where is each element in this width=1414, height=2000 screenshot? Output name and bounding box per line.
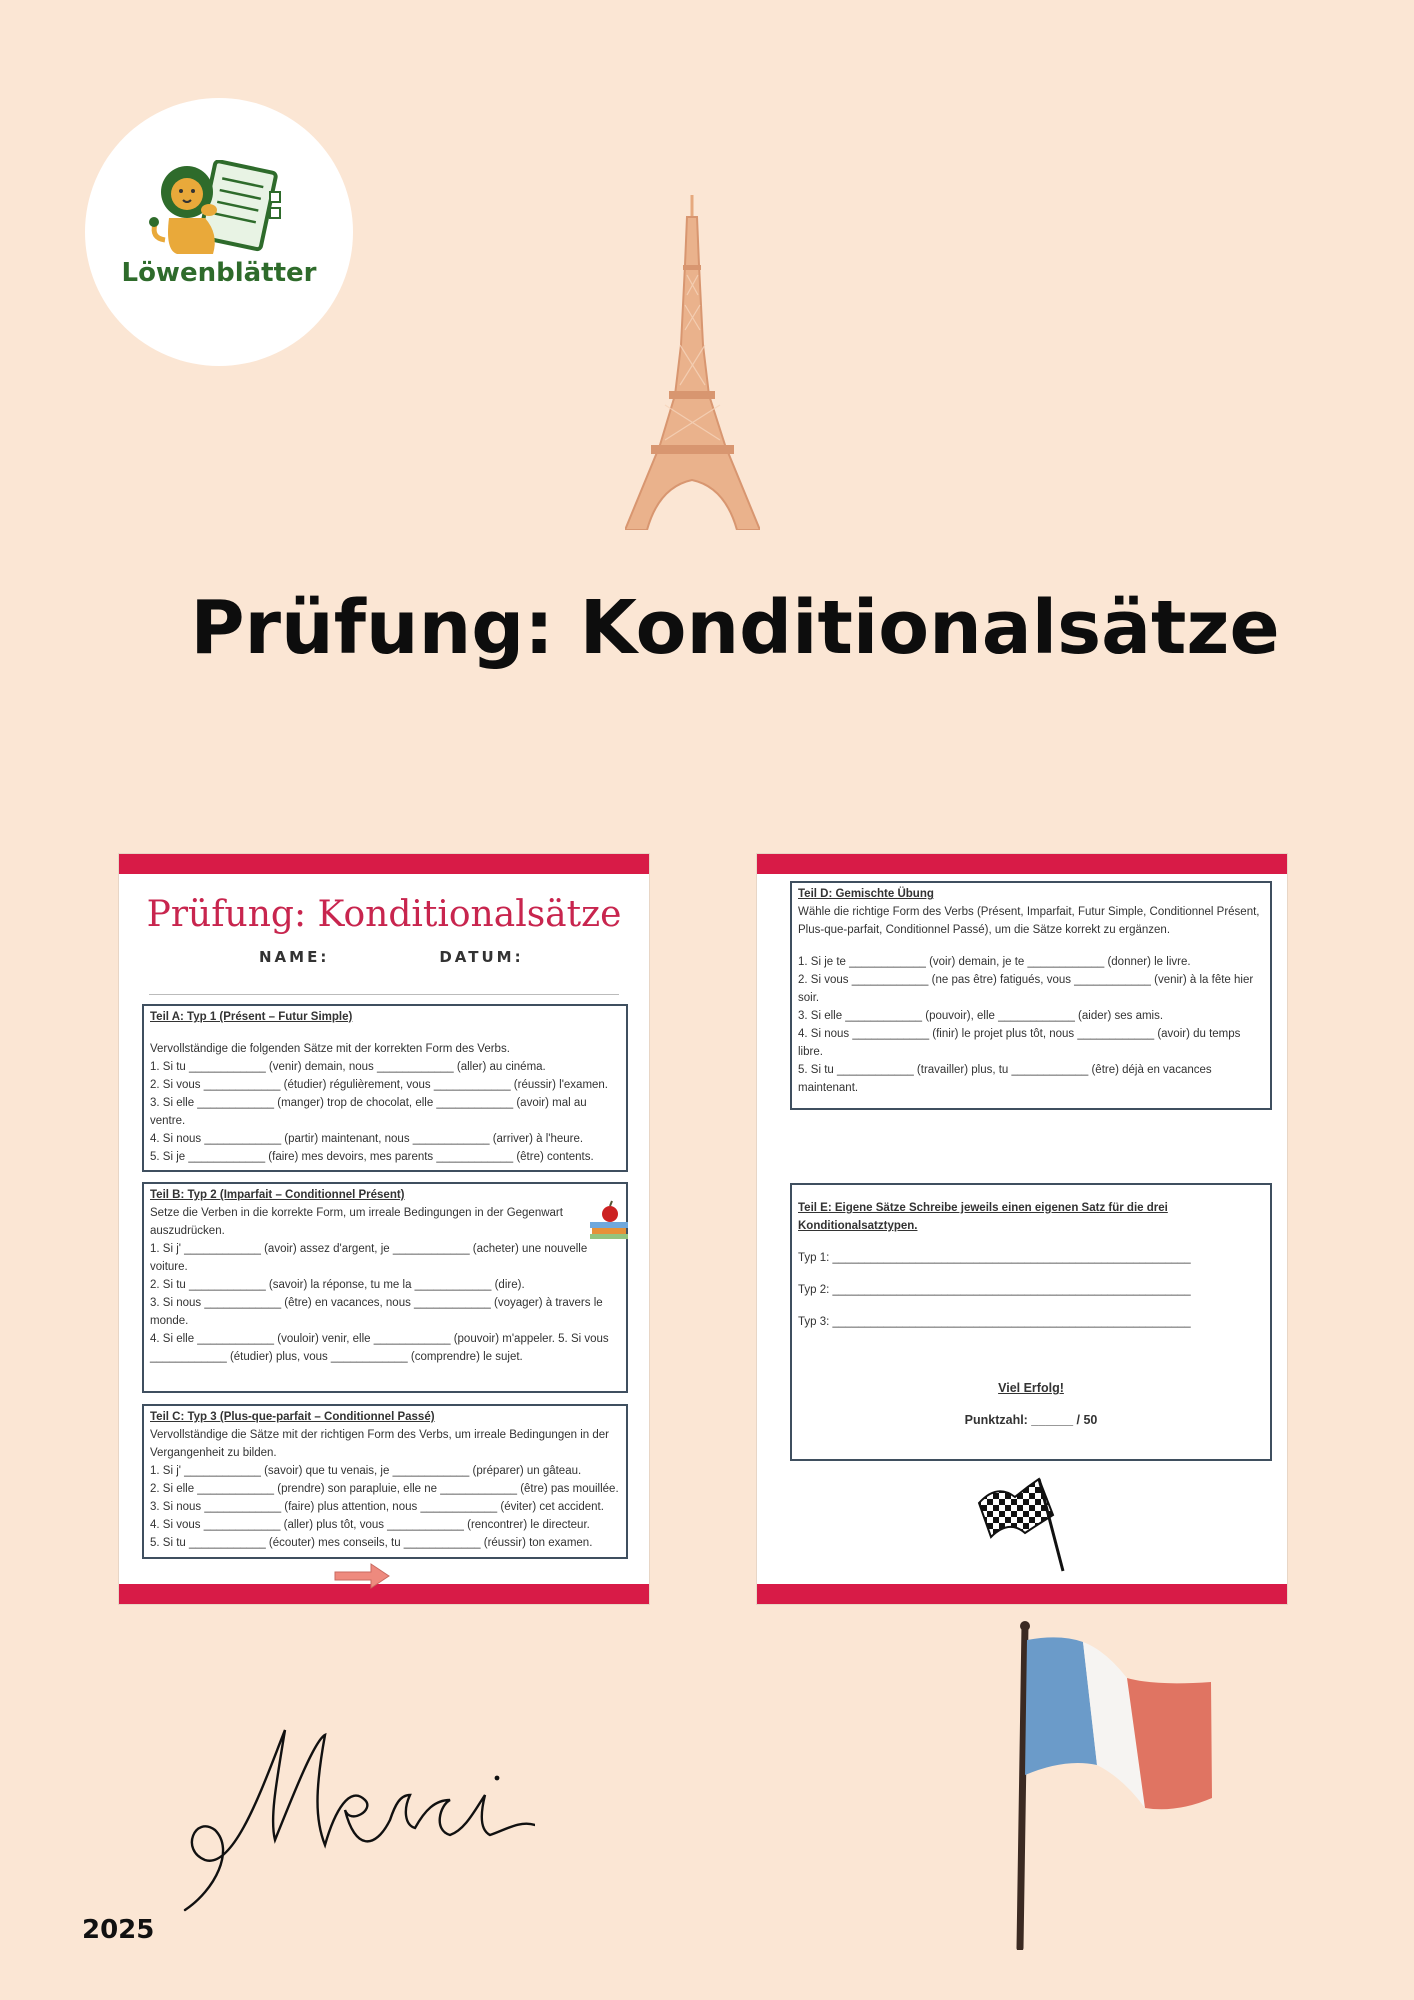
answer-line: Typ 2: ________________________________________________________	[798, 1284, 1191, 1296]
section-instruction: Vervollständige die Sätze mit der richtigen Form des Verbs, um irreale Bedingungen in der Vergangenheit zu bilden.	[150, 1429, 609, 1459]
exercise-item: 3. Si nous ____________ (faire) plus attention, nous ____________ (éviter) cet accident.	[150, 1501, 604, 1513]
exercise-item: 2. Si vous ____________ (étudier) régulièrement, vous ____________ (réussir) l'examen.	[150, 1079, 609, 1091]
section-instruction: Setze die Verben in die korrekte Form, um irreale Bedingungen in der Gegenwart auszudrücken.	[150, 1207, 563, 1237]
section-heading: Teil E: Eigene Sätze Schreibe jeweils einen eigenen Satz für die drei Konditionalsatztypen.	[798, 1202, 1168, 1232]
exercise-item: 5. Si je ____________ (faire) mes devoirs, mes parents ____________ (être) contents.	[150, 1151, 594, 1163]
bottom-band	[757, 1584, 1287, 1604]
section-instruction: Vervollständige die folgenden Sätze mit der korrekten Form des Verbs.	[150, 1043, 510, 1055]
exercise-item: 1. Si j' ____________ (avoir) assez d'argent, je ____________ (acheter) une nouvelle voiture.	[150, 1243, 588, 1273]
name-label: NAME:	[259, 948, 330, 966]
next-arrow-icon	[333, 1562, 391, 1590]
worksheet-page-1	[119, 854, 649, 1604]
score-line: Punktzahl: ______ / 50	[964, 1413, 1098, 1427]
section-heading: Teil B: Typ 2 (Imparfait – Conditionnel Présent)	[150, 1189, 405, 1201]
exercise-item: 1. Si je te ____________ (voir) demain, je te ____________ (donner) le livre.	[798, 956, 1191, 968]
exercise-item: 2. Si tu ____________ (savoir) la réponse, tu me la ____________ (dire).	[150, 1279, 525, 1291]
section-heading: Teil A: Typ 1 (Présent – Futur Simple)	[150, 1011, 353, 1023]
checkered-flag-icon	[975, 1475, 1075, 1575]
merci-signature-icon	[175, 1700, 535, 1920]
section-teil-e	[790, 1183, 1272, 1461]
lion-mascot-icon	[147, 160, 297, 260]
section-heading: Teil C: Typ 3 (Plus-que-parfait – Conditionnel Passé)	[150, 1411, 435, 1423]
logo-badge	[85, 98, 353, 366]
exercise-item: 3. Si nous ____________ (être) en vacances, nous ____________ (voyager) à travers le monde.	[150, 1297, 603, 1327]
exercise-item: 1. Si tu ____________ (venir) demain, nous ____________ (aller) au cinéma.	[150, 1061, 546, 1073]
section-teil-c	[142, 1404, 628, 1559]
exercise-item: 1. Si j' ____________ (savoir) que tu venais, je ____________ (préparer) un gâteau.	[150, 1465, 582, 1477]
divider	[149, 994, 619, 995]
page-title: Prüfung: Konditionalsätze	[190, 585, 1280, 671]
exercise-item: 5. Si tu ____________ (travailler) plus, tu ____________ (être) déjà en vacances maintenant.	[798, 1064, 1212, 1094]
books-apple-icon	[588, 1200, 630, 1240]
worksheet-title: Prüfung: Konditionalsätze	[146, 894, 622, 935]
exercise-item: 2. Si vous ____________ (ne pas être) fatigués, vous ____________ (venir) à la fête hier soir.	[798, 974, 1254, 1004]
exercise-item: 5. Si tu ____________ (écouter) mes conseils, tu ____________ (réussir) ton examen.	[150, 1537, 593, 1549]
section-teil-b	[142, 1182, 628, 1393]
exercise-item: 4. Si nous ____________ (partir) maintenant, nous ____________ (arriver) à l'heure.	[150, 1133, 584, 1145]
answer-line: Typ 3: ________________________________________________________	[798, 1316, 1191, 1328]
year-label: 2025	[82, 1915, 155, 1945]
date-label: DATUM:	[439, 948, 524, 966]
top-band	[757, 854, 1287, 874]
brand-name: Löwenblätter	[121, 258, 317, 288]
closing-text: Viel Erfolg!	[998, 1381, 1064, 1395]
merci-script	[175, 1700, 535, 1920]
french-flag-icon	[1005, 1620, 1235, 1950]
exercise-item: 4. Si nous ____________ (finir) le projet plus tôt, nous ____________ (avoir) du temps libre.	[798, 1028, 1241, 1058]
exercise-item: 4. Si vous ____________ (aller) plus tôt, vous ____________ (rencontrer) le directeur.	[150, 1519, 590, 1531]
section-heading: Teil D: Gemischte Übung	[798, 888, 934, 900]
name-date-fields	[259, 948, 634, 966]
exercise-item: 3. Si elle ____________ (manger) trop de chocolat, elle ____________ (avoir) mal au ventre.	[150, 1097, 587, 1127]
exercise-item: 3. Si elle ____________ (pouvoir), elle ____________ (aider) ses amis.	[798, 1010, 1164, 1022]
answer-line: Typ 1: ________________________________________________________	[798, 1252, 1191, 1264]
top-band	[119, 854, 649, 874]
exercise-item: 2. Si elle ____________ (prendre) son parapluie, elle ne ____________ (être) pas mouillée.	[150, 1483, 619, 1495]
eiffel-tower-icon	[625, 195, 760, 530]
section-teil-a	[142, 1004, 628, 1172]
section-instruction: Wähle die richtige Form des Verbs (Présent, Imparfait, Futur Simple, Conditionnel Présent, Plus-que-parfait, Conditionnel Passé), um die Sätze korrekt zu ergänzen.	[798, 906, 1260, 936]
exercise-item: 4. Si elle ____________ (vouloir) venir, elle ____________ (pouvoir) m'appeler. 5. Si vous ____________ (étudier) plus, vous ____________ (comprendre) le sujet.	[150, 1333, 609, 1363]
section-teil-d	[790, 881, 1272, 1110]
